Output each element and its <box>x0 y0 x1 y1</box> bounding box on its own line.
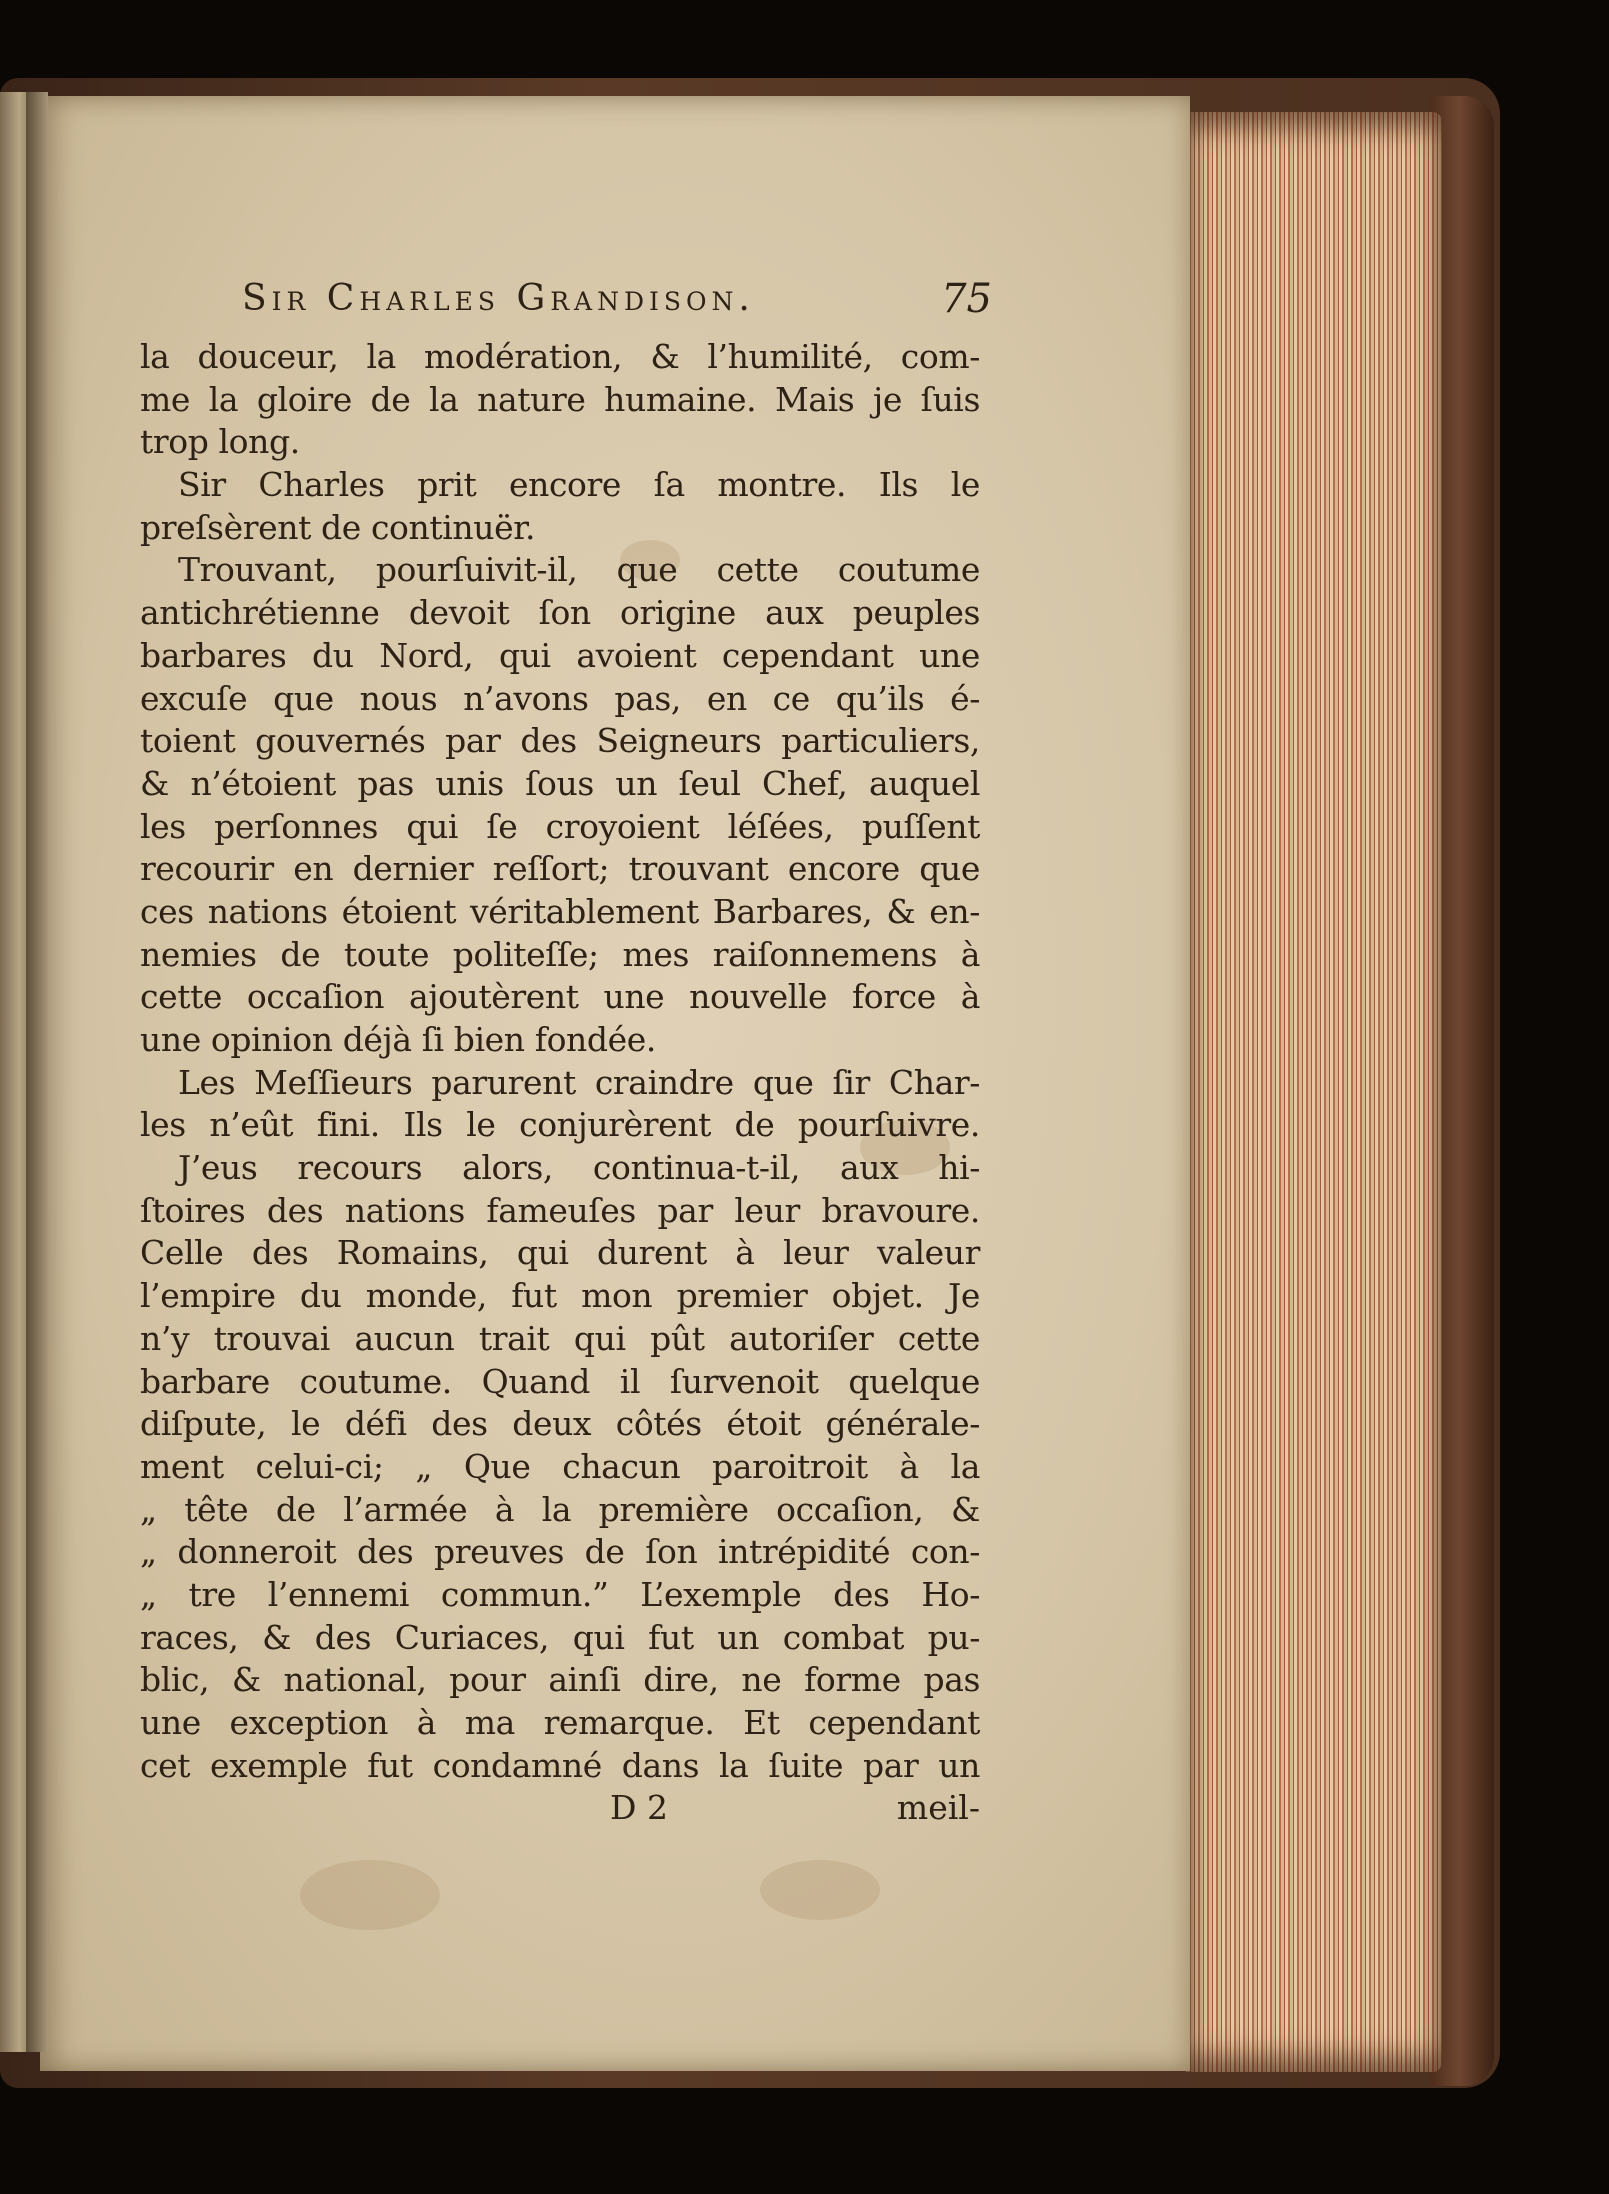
page-edges <box>1186 112 1442 2072</box>
header-title: Sir Charles Grandison. <box>242 278 755 319</box>
text-line: „ donneroit des preuves de ſon intrépidité con- <box>140 1532 980 1572</box>
text-line: antichrétienne devoit ſon origine aux peuples <box>140 593 980 633</box>
text-line: ſtoires des nations fameuſes par leur bravoure. <box>140 1190 980 1230</box>
text-line: races, & des Curiaces, qui fut un combat pu- <box>140 1617 980 1657</box>
page-gutter <box>26 92 48 2052</box>
text-line: J’eus recours alors, continua-t-il, aux hi- <box>178 1148 980 1188</box>
text-line: „ tête de l’armée à la première occaſion, & <box>140 1489 980 1529</box>
text-line: Les Meſſieurs parurent craindre que ſir Char- <box>178 1062 980 1102</box>
text-line: excuſe que nous n’avons pas, en ce qu’ils é- <box>140 678 980 718</box>
page-number: 75 <box>941 276 992 322</box>
text-line: barbares du Nord, qui avoient cependant une <box>140 635 980 675</box>
text-line: „ tre l’ennemi commun.” L’exemple des Ho- <box>140 1574 980 1614</box>
catchword: meil- <box>896 1788 980 1827</box>
text-line: & n’étoient pas unis ſous un ſeul Chef, auquel <box>140 763 980 803</box>
text-line: ment celui-ci; „ Que chacun paroitroit à la <box>140 1446 980 1486</box>
text-line: me la gloire de la nature humaine. Mais je ſuis <box>140 379 980 419</box>
text-line: une exception à ma remarque. Et cependant <box>140 1703 980 1742</box>
text-line: Sir Charles prit encore ſa montre. Ils le <box>178 465 980 505</box>
text-line: toient gouvernés par des Seigneurs particuliers, <box>140 721 980 761</box>
page-text <box>140 336 980 1787</box>
text-line: les n’eût fini. Ils le conjurèrent de pourſuivre. <box>140 1105 980 1145</box>
signature-mark: D 2 <box>610 1788 668 1827</box>
text-line: une opinion déjà ſi bien fondée. <box>140 1020 656 1059</box>
text-line: Celle des Romains, qui durent à leur valeur <box>140 1233 980 1273</box>
text-line: diſpute, le défi des deux côtés étoit générale- <box>140 1404 980 1444</box>
text-line: Trouvant, pourſuivit-il, que cette coutume <box>178 550 980 590</box>
text-line: n’y trouvai aucun trait qui pût autoriſer cette <box>140 1318 980 1358</box>
text-line: la douceur, la modération, & l’humilité, com- <box>140 337 980 376</box>
text-line: les perſonnes qui ſe croyoient léſées, puſſent <box>140 806 980 846</box>
text-line: blic, & national, pour ainſi dire, ne forme pas <box>140 1660 980 1700</box>
text-line: nemies de toute politeſſe; mes raiſonnemens à <box>140 934 980 974</box>
foxing-spot <box>760 1860 880 1920</box>
running-head <box>242 278 992 328</box>
page-footer <box>140 1788 980 1834</box>
text-line: ces nations étoient véritablement Barbares, & en- <box>140 891 980 931</box>
text-line: l’empire du monde, fut mon premier objet. Je <box>140 1276 980 1316</box>
text-line: barbare coutume. Quand il ſurvenoit quelque <box>140 1361 980 1401</box>
foxing-spot <box>300 1860 440 1930</box>
text-line: trop long. <box>140 422 300 462</box>
text-line: recourir en dernier reſſort; trouvant encore que <box>140 849 980 889</box>
text-line: cet exemple fut condamné dans la ſuite par un <box>140 1745 980 1785</box>
text-line: cette occaſion ajoutèrent une nouvelle force à <box>140 977 980 1017</box>
text-line: preſsèrent de continuër. <box>140 507 536 547</box>
